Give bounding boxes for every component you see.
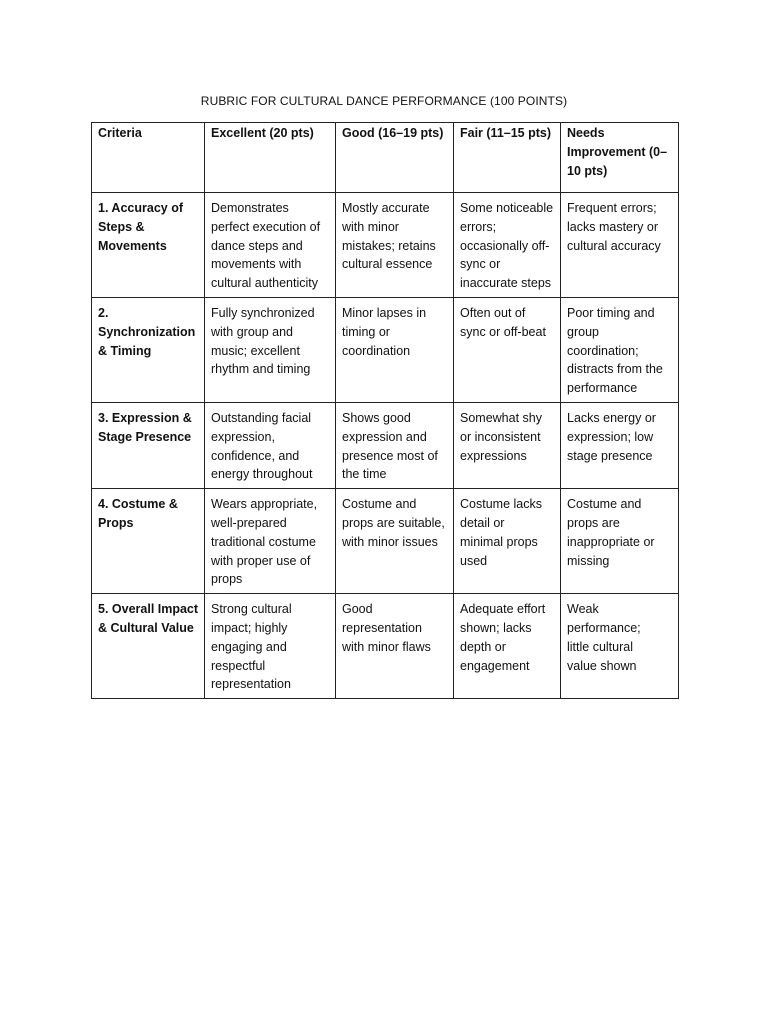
cell-text: with minor bbox=[342, 219, 399, 234]
cell-text: expression and bbox=[342, 429, 427, 444]
header-fair bbox=[454, 123, 561, 193]
fair-cell bbox=[454, 193, 561, 298]
cell-text: sync or off-beat bbox=[460, 324, 546, 339]
cell-text: coordination bbox=[342, 343, 411, 358]
table-row bbox=[92, 402, 679, 488]
cell-text: respectful bbox=[211, 658, 266, 673]
cell-text: confidence, and bbox=[211, 448, 300, 463]
cell-text: performance bbox=[567, 381, 638, 396]
cell-text: 5. Overall Impact bbox=[98, 602, 199, 617]
cell-text: props bbox=[211, 572, 243, 587]
cell-text: movements with bbox=[211, 257, 302, 272]
criterion-cell bbox=[92, 402, 205, 488]
criterion-cell bbox=[92, 594, 205, 699]
cell-text: energy throughout bbox=[211, 467, 313, 482]
cell-text: props are bbox=[567, 515, 620, 530]
cell-text: expression; low bbox=[567, 429, 654, 444]
cell-text: expression, bbox=[211, 429, 275, 444]
page-title: RUBRIC FOR CULTURAL DANCE PERFORMANCE (100 POINTS) bbox=[200, 94, 568, 108]
needs-improvement-cell bbox=[561, 489, 679, 594]
excellent-cell bbox=[205, 193, 336, 298]
cell-text: mistakes; retains bbox=[342, 238, 436, 253]
cell-text: group bbox=[567, 324, 599, 339]
cell-text: 4. Costume & bbox=[98, 497, 178, 512]
header-row bbox=[92, 123, 679, 193]
cell-text: cultural accuracy bbox=[567, 238, 661, 253]
header-text: Improvement (0– bbox=[567, 144, 668, 159]
header-text: 10 pts) bbox=[567, 163, 608, 178]
cell-text: Costume and bbox=[567, 497, 642, 512]
cell-text: cultural essence bbox=[342, 257, 433, 272]
cell-text: depth or bbox=[460, 639, 506, 654]
cell-text: Demonstrates bbox=[211, 201, 289, 215]
criterion-cell bbox=[92, 297, 205, 402]
cell-text: presence most of bbox=[342, 448, 438, 463]
table-row bbox=[92, 594, 679, 699]
cell-text: & Cultural Value bbox=[98, 620, 194, 635]
excellent-cell bbox=[205, 489, 336, 594]
cell-text: missing bbox=[567, 553, 610, 568]
fair-cell bbox=[454, 489, 561, 594]
cell-text: music; excellent bbox=[211, 343, 300, 358]
table-row bbox=[92, 489, 679, 594]
cell-text: & Timing bbox=[98, 343, 152, 358]
cell-text: well-prepared bbox=[211, 515, 287, 530]
header-text: Good (16–19 pts) bbox=[342, 126, 444, 140]
needs-improvement-cell bbox=[561, 297, 679, 402]
cell-text: 2. bbox=[98, 305, 109, 320]
cell-text: little cultural bbox=[567, 639, 633, 654]
cell-text: traditional costume bbox=[211, 534, 316, 549]
cell-text: sync or bbox=[460, 257, 501, 272]
criterion-cell bbox=[92, 193, 205, 298]
header-excellent bbox=[205, 123, 336, 193]
cell-text: with minor issues bbox=[342, 534, 438, 549]
excellent-cell bbox=[205, 594, 336, 699]
cell-text: Costume lacks bbox=[460, 497, 542, 512]
cell-text: with group and bbox=[211, 324, 294, 339]
cell-text: or inconsistent bbox=[460, 429, 541, 444]
cell-text: Lacks energy or bbox=[567, 410, 656, 425]
cell-text: expressions bbox=[460, 448, 527, 463]
good-cell bbox=[336, 297, 454, 402]
cell-text: with minor flaws bbox=[342, 639, 431, 654]
cell-text: 1. Accuracy of bbox=[98, 201, 183, 215]
cell-text: detail or bbox=[460, 515, 505, 530]
cell-text: 3. Expression & bbox=[98, 410, 192, 425]
header-needs-improvement bbox=[561, 123, 679, 193]
criterion-cell bbox=[92, 489, 205, 594]
needs-improvement-cell bbox=[561, 402, 679, 488]
cell-text: Synchronization bbox=[98, 324, 196, 339]
cell-text: with proper use of bbox=[211, 553, 311, 568]
cell-text: distracts from the bbox=[567, 362, 663, 377]
good-cell bbox=[336, 489, 454, 594]
cell-text: impact; highly bbox=[211, 620, 288, 635]
cell-text: minimal props bbox=[460, 534, 538, 549]
cell-text: Props bbox=[98, 515, 134, 530]
cell-text: used bbox=[460, 553, 488, 568]
cell-text: occasionally off- bbox=[460, 238, 550, 253]
rubric-table bbox=[91, 122, 679, 699]
cell-text: inappropriate or bbox=[567, 534, 655, 549]
cell-text: Mostly accurate bbox=[342, 201, 430, 215]
cell-text: Somewhat shy bbox=[460, 410, 542, 425]
cell-text: inaccurate steps bbox=[460, 276, 552, 291]
cell-text: the time bbox=[342, 467, 387, 482]
header-good bbox=[336, 123, 454, 193]
cell-text: rhythm and timing bbox=[211, 362, 311, 377]
cell-text: Stage Presence bbox=[98, 429, 192, 444]
needs-improvement-cell bbox=[561, 594, 679, 699]
cell-text: Some noticeable bbox=[460, 201, 554, 215]
cell-text: representation bbox=[211, 677, 291, 692]
cell-text: engaging and bbox=[211, 639, 287, 654]
cell-text: Fully synchronized bbox=[211, 305, 315, 320]
cell-text: cultural authenticity bbox=[211, 276, 319, 291]
table-row bbox=[92, 297, 679, 402]
needs-improvement-cell bbox=[561, 193, 679, 298]
header-criteria bbox=[92, 123, 205, 193]
cell-text: Often out of bbox=[460, 305, 526, 320]
cell-text: Frequent errors; bbox=[567, 201, 657, 215]
cell-text: coordination; bbox=[567, 343, 639, 358]
cell-text: errors; bbox=[460, 219, 497, 234]
cell-text: Weak bbox=[567, 602, 599, 617]
fair-cell bbox=[454, 402, 561, 488]
cell-text: Steps & bbox=[98, 219, 145, 234]
cell-text: Wears appropriate, bbox=[211, 497, 318, 512]
excellent-cell bbox=[205, 402, 336, 488]
cell-text: dance steps and bbox=[211, 238, 303, 253]
header-text: Criteria bbox=[98, 126, 142, 140]
cell-text: lacks mastery or bbox=[567, 219, 658, 234]
cell-text: Strong cultural bbox=[211, 602, 292, 617]
cell-text: Outstanding facial bbox=[211, 410, 312, 425]
header-text: Fair (11–15 pts) bbox=[460, 126, 552, 140]
cell-text: Good bbox=[342, 602, 373, 617]
cell-text: Poor timing and bbox=[567, 305, 655, 320]
cell-text: props are suitable, bbox=[342, 515, 445, 530]
good-cell bbox=[336, 193, 454, 298]
cell-text: stage presence bbox=[567, 448, 653, 463]
cell-text: engagement bbox=[460, 658, 530, 673]
cell-text: Minor lapses in bbox=[342, 305, 427, 320]
cell-text: Shows good bbox=[342, 410, 411, 425]
cell-text: performance; bbox=[567, 620, 641, 635]
header-text: Excellent (20 pts) bbox=[211, 126, 314, 140]
cell-text: timing or bbox=[342, 324, 390, 339]
good-cell bbox=[336, 402, 454, 488]
header-text: Needs bbox=[567, 126, 605, 140]
cell-text: shown; lacks bbox=[460, 620, 532, 635]
cell-text: value shown bbox=[567, 658, 637, 673]
cell-text: representation bbox=[342, 620, 422, 635]
cell-text: Adequate effort bbox=[460, 602, 546, 617]
fair-cell bbox=[454, 594, 561, 699]
good-cell bbox=[336, 594, 454, 699]
excellent-cell bbox=[205, 297, 336, 402]
cell-text: Movements bbox=[98, 238, 167, 253]
cell-text: perfect execution of bbox=[211, 219, 321, 234]
table-row bbox=[92, 193, 679, 298]
cell-text: Costume and bbox=[342, 497, 417, 512]
fair-cell bbox=[454, 297, 561, 402]
